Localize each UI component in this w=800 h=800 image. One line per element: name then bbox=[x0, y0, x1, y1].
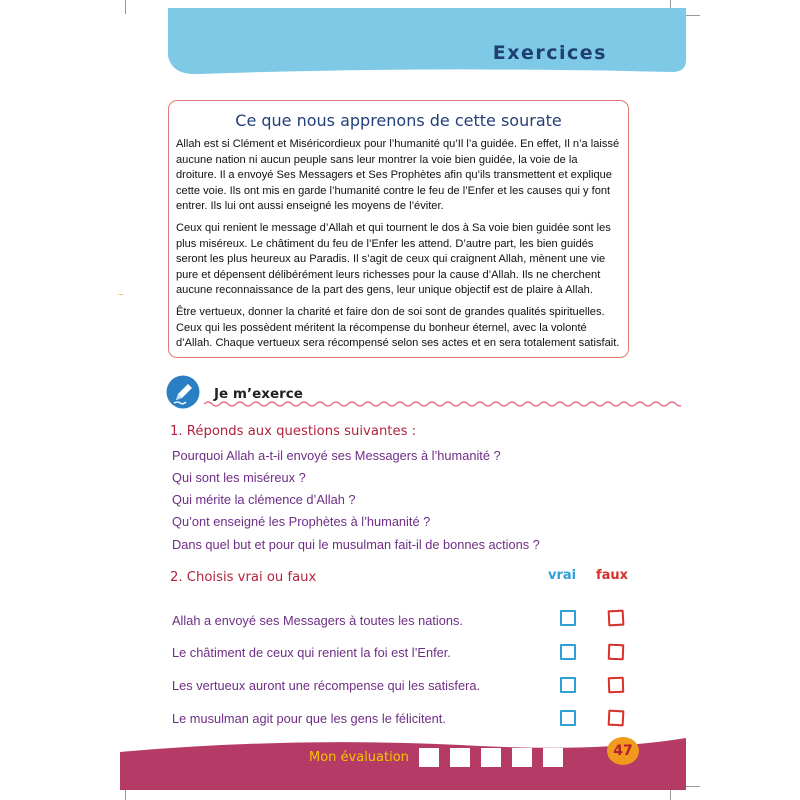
summary-title: Ce que nous apprenons de cette sourate bbox=[235, 111, 562, 130]
statement-item: Le châtiment de ceux qui renient la foi est l’Enfer. bbox=[172, 645, 451, 660]
evaluation-label: Mon évaluation bbox=[309, 750, 409, 765]
column-true-label: vrai bbox=[548, 568, 577, 583]
evaluation-box[interactable] bbox=[450, 748, 470, 767]
evaluation-box[interactable] bbox=[419, 748, 439, 767]
exercise-title: Je m’exerce bbox=[214, 386, 303, 402]
header-banner bbox=[0, 0, 800, 90]
question-item: Qu’ont enseigné les Prophètes à l’humanité ? bbox=[172, 514, 431, 529]
summary-box bbox=[168, 100, 629, 358]
question-item: Qui mérite la clémence d’Allah ? bbox=[172, 492, 356, 507]
page-title: Exercices bbox=[492, 42, 607, 64]
pen-icon bbox=[166, 375, 200, 409]
footer-band bbox=[0, 730, 800, 800]
false-checkbox[interactable] bbox=[608, 610, 625, 627]
false-checkbox[interactable] bbox=[608, 644, 625, 661]
true-checkbox[interactable] bbox=[560, 710, 576, 726]
question-1-title: 1. Réponds aux questions suivantes : bbox=[170, 424, 417, 439]
question-item: Pourquoi Allah a-t-il envoyé ses Messagers à l’humanité ? bbox=[172, 448, 501, 463]
statement-item: Allah a envoyé ses Messagers à toutes les nations. bbox=[172, 613, 463, 628]
statement-item: Le musulman agit pour que les gens le félicitent. bbox=[172, 711, 446, 726]
evaluation-box[interactable] bbox=[481, 748, 501, 767]
question-item: Dans quel but et pour qui le musulman fait-il de bonnes actions ? bbox=[172, 537, 540, 552]
column-false-label: faux bbox=[596, 568, 629, 583]
page-number: 47 bbox=[607, 737, 639, 765]
question-2-title: 2. Choisis vrai ou faux bbox=[170, 570, 317, 585]
summary-paragraph: Ceux qui renient le message d’Allah et qui tournent le dos à Sa voie bien guidée sont les plus miséreux. Le châtiment du feu de l’Enfer les attend. D’autre part, les bien guidés seront les plus heureux au Paradis. Il s’agit de ceux qui craignent Allah, mènent une vie pure et dépensent délibérément leurs richesses pour la cause d’Allah. Ils ne cherchent aucune reconnaissance de la part des gens, leur unique objectif est de plaire à Allah. bbox=[176, 221, 611, 297]
false-checkbox[interactable] bbox=[608, 710, 625, 727]
statement-item: Les vertueux auront une récompense qui les satisfera. bbox=[172, 678, 481, 693]
evaluation-box[interactable] bbox=[512, 748, 532, 767]
true-checkbox[interactable] bbox=[560, 644, 576, 660]
false-checkbox[interactable] bbox=[608, 677, 625, 694]
summary-body bbox=[176, 137, 620, 358]
summary-paragraph: Allah est si Clément et Miséricordieux pour l’humanité qu’Il l’a guidée. En effet, Il n’a laissé aucune nation ni aucun peuple sans leur montrer la voie bien guidée, la voie de la droiture. Il a envoyé Ses Messagers et Ses Prophètes afin qu’ils transmettent et explique cette voie. Ils ont mis en garde l’humanité contre le feu de l’Enfer et les causes qui y font entrer. Ils lui ont aussi enseigné les moyens de l’éviter. bbox=[176, 138, 620, 213]
true-checkbox[interactable] bbox=[560, 677, 576, 693]
true-checkbox[interactable] bbox=[560, 610, 576, 626]
wavy-divider bbox=[204, 399, 681, 409]
question-item: Qui sont les miséreux ? bbox=[172, 470, 306, 485]
margin-mark: ~ bbox=[118, 290, 124, 301]
summary-paragraph: Être vertueux, donner la charité et faire don de soi sont de grandes qualités spirituelles. Ceux qui les possèdent méritent la récompense du bonheur éternel, avec la volonté d’Allah. Chaque vertueux sera récompensé selon ses actes et en sera totalement satisfait. bbox=[176, 305, 620, 350]
evaluation-box[interactable] bbox=[543, 748, 563, 767]
